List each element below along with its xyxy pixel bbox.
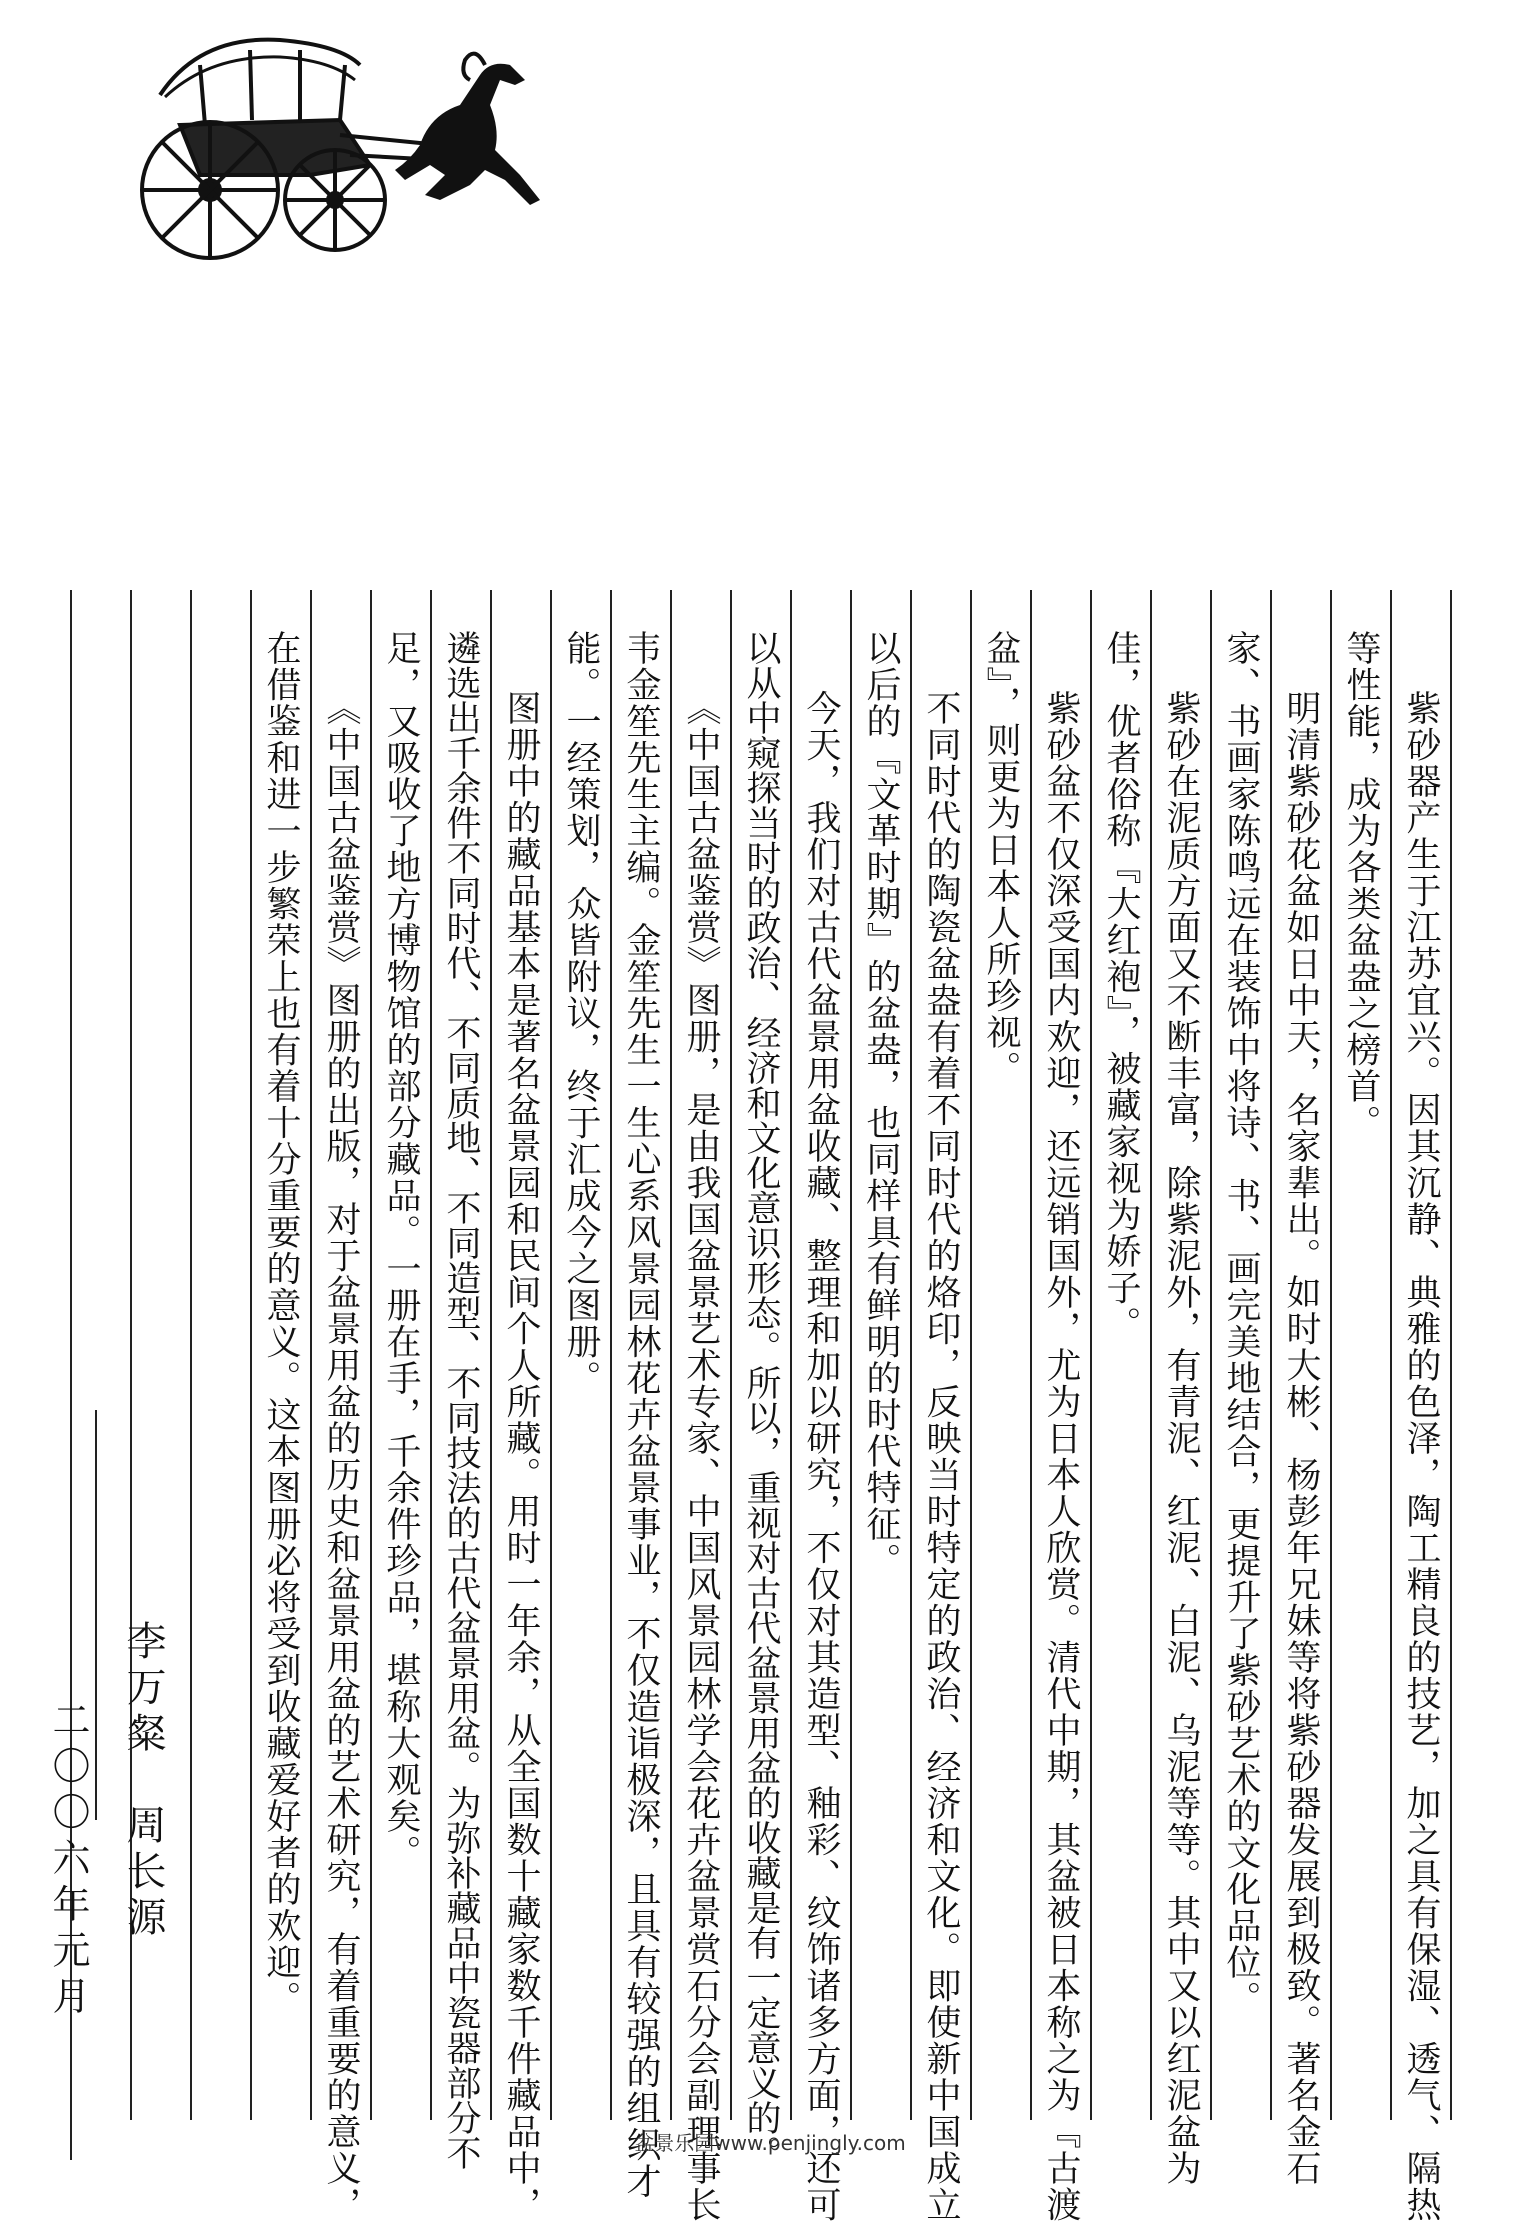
rule-line [1330,590,1332,2120]
text-column: 韦金笙先生主编。金笙先生一生心系风景园林花卉盆景事业，不仅造诣极深，且具有较强的组织才 [621,630,661,2200]
rule-line [190,590,192,2120]
rule-line [550,590,552,2120]
rule-line [250,590,252,2120]
rule-line [310,590,312,2120]
author-names: 李万粲 周长源 [120,1620,166,1942]
rule-line [610,590,612,2120]
text-column: 佳，优者俗称『大红袍』，被藏家视为娇子。 [1101,630,1141,1343]
rule-line [1150,590,1152,2120]
date-line: 二〇〇六年元月 [46,1700,90,2022]
text-column: 《中国古盆鉴赏》图册的出版，对于盆景用盆的历史和盆景用盆的艺术研究，有着重要的意义， [321,690,361,2223]
watermark-footer: 盆景乐园www.penjingly.com [634,2131,906,2155]
text-column: 等性能，成为各类盆盎之榜首。 [1341,630,1381,1141]
rule-line [1210,590,1212,2120]
rule-line [1030,590,1032,2120]
text-column: 明清紫砂花盆如日中天，名家辈出。如时大彬、杨彭年兄妹等将紫砂器发展到极致。著名金石 [1281,690,1321,2187]
text-column: 足，又吸收了地方博物馆的部分藏品。一册在手，千余件珍品，堪称大观矣。 [381,630,421,1871]
text-column: 紫砂盆不仅深受国内欢迎，还远销国外，尤为日本人欣赏。清代中期，其盆被日本称之为『古渡 [1041,690,1081,2223]
text-column: 家、书画家陈鸣远在装饰中将诗、书、画完美地结合，更提升了紫砂艺术的文化品位。 [1221,630,1261,2017]
text-column: 能。一经策划，众皆附议，终于汇成今之图册。 [561,630,601,1397]
rule-line [970,590,972,2120]
horse-carriage-illustration [140,25,570,285]
text-column: 不同时代的陶瓷盆盎有着不同时代的烙印，反映当时特定的政治、经济和文化。即使新中国成立 [921,690,961,2223]
rule-line [1090,590,1092,2120]
text-grid [150,590,1460,2223]
text-column: 遴选出千余件不同时代、不同质地、不同造型、不同技法的古代盆景用盆。为弥补藏品中瓷器部分不 [441,630,481,2170]
rule-line [490,590,492,2120]
rule-line [730,590,732,2120]
text-column: 以从中窥探当时的政治、经济和文化意识形态。所以，重视对古代盆景用盆的收藏是有一定意义的。 [741,630,781,2170]
text-column: 盆』，则更为日本人所珍视。 [981,630,1021,1087]
text-column: 紫砂在泥质方面又不断丰富，除紫泥外，有青泥、红泥、白泥、乌泥等等。其中又以红泥盆为 [1161,690,1201,2187]
rule-line [1270,590,1272,2120]
text-column: 今天，我们对古代盆景用盆收藏、整理和加以研究，不仅对其造型、釉彩、纹饰诸多方面，还可 [801,690,841,2223]
rule-line [910,590,912,2120]
text-column: 图册中的藏品基本是著名盆景园和民间个人所藏。用时一年余，从全国数十藏家数千件藏品中， [501,690,541,2223]
rule-line [1390,590,1392,2120]
rule-line [1450,590,1452,2120]
rule-line [370,590,372,2120]
rule-line [670,590,672,2120]
rule-line [790,590,792,2120]
text-column: 《中国古盆鉴赏》图册，是由我国盆景艺术专家、中国风景园林学会花卉盆景赏石分会副理事长 [681,690,721,2223]
rule-line [850,590,852,2120]
text-column: 以后的『文革时期』的盆盎，也同样具有鲜明的时代特征。 [861,630,901,1579]
rule-line [430,590,432,2120]
text-column: 在借鉴和进一步繁荣上也有着十分重要的意义。这本图册必将受到收藏爱好者的欢迎。 [261,630,301,2017]
text-column: 紫砂器产生于江苏宜兴。因其沉静、典雅的色泽，陶工精良的技艺，加之具有保湿、透气、隔热 [1401,690,1441,2223]
